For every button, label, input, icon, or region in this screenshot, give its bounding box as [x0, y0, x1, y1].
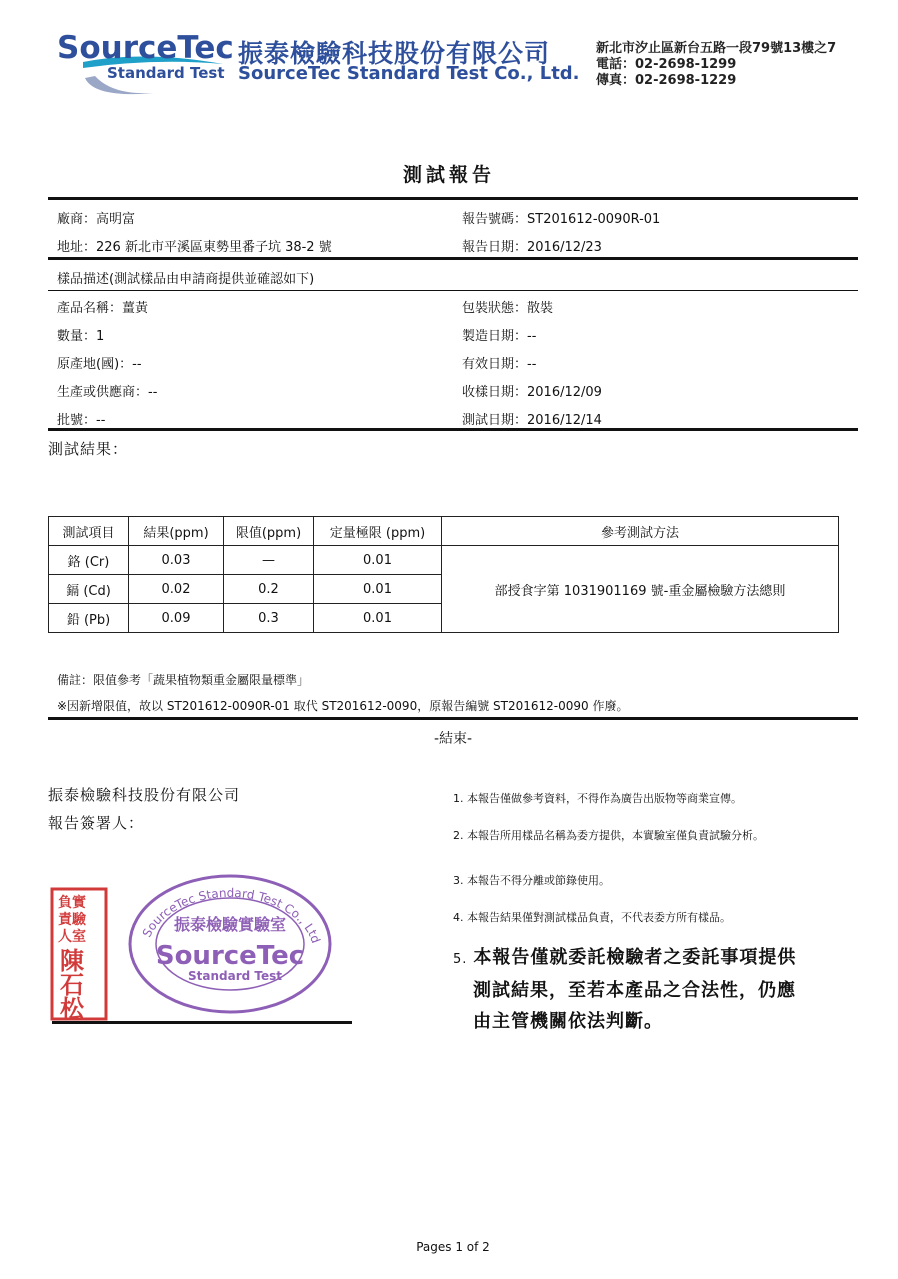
- signer-label: 報告簽署人：: [48, 814, 145, 832]
- col-header-item: 測試項目: [49, 517, 129, 546]
- company-phone: 電話：02-2698-1299: [596, 57, 737, 72]
- term-5-line-2: 測試結果，至若本產品之合法性，仍應: [473, 980, 796, 1001]
- svg-text:SourceTec Standard Test Co., L: SourceTec Standard Test Co., Ltd: [139, 885, 324, 946]
- results-table: [48, 516, 839, 633]
- cell-limit: 0.3: [224, 604, 314, 633]
- term-5-num: 5.: [453, 952, 468, 967]
- divider: [48, 197, 858, 200]
- cell-loq: 0.01: [314, 546, 442, 575]
- cell-limit: 0.2: [224, 575, 314, 604]
- remark-note: 備註：限值參考「蔬果植物類重金屬限量標準」: [57, 673, 310, 687]
- logo-text: SourceTec: [57, 30, 234, 66]
- term-3: 3. 本報告不得分離或節錄使用。: [453, 874, 610, 887]
- supplier: 生產或供應商：--: [57, 385, 158, 400]
- received-date: 收樣日期：2016/12/09: [462, 385, 602, 400]
- svg-text:石: 石: [60, 970, 84, 999]
- term-5-line-1: 本報告僅就委託檢驗者之委託事項提供: [473, 947, 797, 968]
- manufacturer: 廠商：高明富: [57, 212, 136, 227]
- sample-heading: 樣品描述(測試樣品由申請商提供並確認如下): [57, 272, 315, 287]
- svg-text:松: 松: [60, 994, 84, 1021]
- client-address: 地址：226 新北市平溪區東勢里番子坑 38-2 號: [57, 240, 332, 255]
- test-date: 測試日期：2016/12/14: [462, 413, 602, 428]
- table-row: [49, 546, 839, 575]
- page-number: Pages 1 of 2: [416, 1240, 490, 1254]
- divider: [48, 257, 858, 260]
- lab-seal-stamp: [125, 872, 335, 1017]
- term-5-line-3: 由主管機關依法判斷。: [473, 1011, 663, 1032]
- term-1: 1. 本報告僅做參考資料，不得作為廣告出版物等商業宣傳。: [453, 792, 742, 805]
- company-name-en: SourceTec Standard Test Co., Ltd.: [238, 63, 580, 84]
- company-address: 新北市汐止區新台五路一段79號13樓之7: [596, 41, 837, 56]
- cell-item: 鉻 (Cr): [49, 546, 129, 575]
- packaging: 包裝狀態：散裝: [462, 301, 554, 316]
- report-title: 測試報告: [402, 164, 495, 186]
- cell-result: 0.03: [129, 546, 224, 575]
- cell-result: 0.02: [129, 575, 224, 604]
- product-name: 產品名稱：薑黃: [57, 301, 149, 316]
- signature-line: [52, 1021, 352, 1024]
- results-heading: 測試結果：: [48, 440, 129, 458]
- divider: [48, 717, 858, 720]
- cell-loq: 0.01: [314, 575, 442, 604]
- table-header-row: [49, 517, 839, 546]
- red-seal-stamp: [50, 887, 108, 1021]
- col-header-result: 結果(ppm): [129, 517, 224, 546]
- exp-date: 有效日期：--: [462, 357, 537, 372]
- svg-text:陳: 陳: [60, 946, 84, 975]
- cell-item: 鎘 (Cd): [49, 575, 129, 604]
- mfg-date: 製造日期：--: [462, 329, 537, 344]
- signature-company: 振泰檢驗科技股份有限公司: [48, 786, 241, 804]
- end-marker: -結束-: [433, 731, 473, 747]
- svg-text:人室: 人室: [58, 929, 86, 945]
- cell-loq: 0.01: [314, 604, 442, 633]
- col-header-method: 參考測試方法: [442, 517, 839, 546]
- report-date: 報告日期：2016/12/23: [462, 240, 602, 255]
- cell-method: 部授食字第 1031901169 號-重金屬檢驗方法總則: [442, 546, 839, 633]
- replacement-note: ※因新增限值，故以 ST201612-0090R-01 取代 ST201612-0090，原報告編號 ST201612-0090 作廢。: [57, 699, 629, 713]
- svg-text:振泰檢驗實驗室: 振泰檢驗實驗室: [173, 915, 287, 934]
- term-4: 4. 本報告結果僅對測試樣品負責，不代表委方所有樣品。: [453, 911, 731, 924]
- svg-text:負實: 負實: [58, 895, 86, 911]
- origin: 原產地(國)：--: [57, 357, 142, 372]
- svg-text:責驗: 責驗: [58, 912, 86, 928]
- divider: [48, 290, 858, 291]
- term-2: 2. 本報告所用樣品名稱為委方提供，本實驗室僅負責試驗分析。: [453, 829, 764, 842]
- term-5: [453, 942, 853, 1037]
- divider: [48, 428, 858, 431]
- col-header-loq: 定量極限 (ppm): [314, 517, 442, 546]
- cell-item: 鉛 (Pb): [49, 604, 129, 633]
- batch: 批號：--: [57, 413, 106, 428]
- svg-text:Standard Test: Standard Test: [187, 969, 283, 983]
- svg-text:SourceTec: SourceTec: [155, 941, 305, 971]
- col-header-limit: 限值(ppm): [224, 517, 314, 546]
- cell-limit: —: [224, 546, 314, 575]
- company-name-cn: 振泰檢驗科技股份有限公司: [238, 39, 551, 68]
- report-number: 報告號碼：ST201612-0090R-01: [462, 212, 661, 227]
- logo-sub: Standard Test: [107, 64, 225, 82]
- quantity: 數量：1: [57, 329, 105, 344]
- cell-result: 0.09: [129, 604, 224, 633]
- sourcetec-logo: [55, 22, 235, 100]
- company-fax: 傳真：02-2698-1229: [596, 73, 737, 88]
